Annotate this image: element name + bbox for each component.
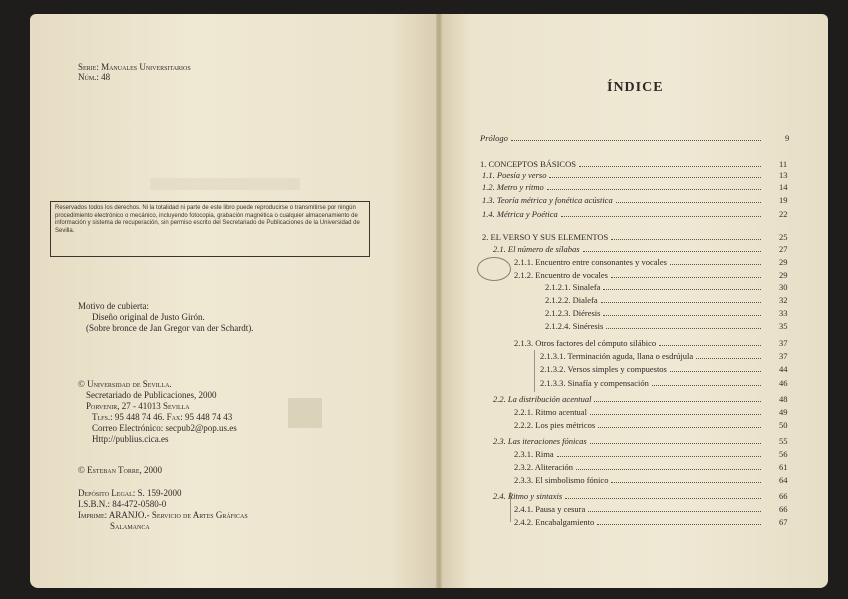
- pencil-margin-line: [534, 350, 535, 392]
- bleed-through-block: [150, 178, 300, 190]
- toc-page: 56: [779, 449, 788, 459]
- toc-page: 11: [779, 159, 788, 169]
- toc-entry: 2.1.2.3. Diéresis: [545, 308, 764, 318]
- toc-entry: 2.3.2. Aliteración: [514, 462, 764, 472]
- toc-page: 55: [779, 436, 788, 446]
- copyright-author: © Esteban Torre, 2000: [78, 465, 163, 475]
- toc-page: 49: [779, 407, 788, 417]
- toc-entry: 2.2. La distribución acentual: [493, 394, 764, 404]
- toc-entry: 2.1.1. Encuentro entre consonantes y vocales: [514, 257, 764, 267]
- publisher-address: Porvenir, 27 - 41013 Sevilla: [86, 401, 190, 411]
- legal-deposit: Depósito Legal: S. 159-2000: [78, 488, 182, 498]
- book-gutter: [436, 14, 442, 588]
- toc-entry: 2.4.1. Pausa y cesura: [514, 504, 764, 514]
- toc-page: 32: [779, 295, 788, 305]
- cover-heading: Motivo de cubierta:: [78, 301, 149, 311]
- toc-entry-chapter-2: 2. EL VERSO Y SUS ELEMENTOS: [482, 232, 764, 242]
- toc-entry: 2.1. El número de sílabas: [493, 244, 764, 254]
- toc-entry: 2.1.3.2. Versos simples y compuestos: [540, 364, 764, 374]
- series-number: Núm.: 48: [78, 72, 111, 82]
- toc-entry: 2.1.3. Otros factores del cómputo silábico: [514, 338, 764, 348]
- toc-page: 64: [779, 475, 788, 485]
- toc-entry: 1.3. Teoría métrica y fonética acústica: [482, 195, 764, 205]
- toc-page: 35: [779, 321, 788, 331]
- toc-entry: 2.4. Ritmo y sintaxis: [493, 491, 764, 501]
- toc-page: 14: [779, 182, 788, 192]
- toc-page: 19: [779, 195, 788, 205]
- copyright-university: © Universidad de Sevilla.: [78, 379, 172, 389]
- toc-page: 50: [779, 420, 788, 430]
- toc-page: 61: [779, 462, 788, 472]
- toc-page: 33: [779, 308, 788, 318]
- publisher-phone: Tlfs.: 95 448 74 46. Fax: 95 448 74 43: [92, 412, 233, 422]
- toc-page: 37: [779, 351, 788, 361]
- printer: Imprime: ARANJO.- Servicio de Artes Gráficas: [78, 510, 248, 520]
- toc-entry: 2.3.1. Rima: [514, 449, 764, 459]
- toc-page: 46: [779, 378, 788, 388]
- toc-entry: 1.2. Metro y ritmo: [482, 182, 764, 192]
- bleed-through-logo: [288, 398, 322, 428]
- series-line: Serie: Manuales Universitarios: [78, 62, 191, 72]
- rights-notice: Reservados todos los derechos. Ni la totalidad ni parte de este libro puede reproducirse o transmitirse por ningún procedimiento electrónico o mecánico, incluyendo fotocopia, grabación magnética o cualquier almacenamiento de información y sistema de recuperación, sin permiso escrito del Secretariado de Publicaciones de la Universidad de Sevilla.: [50, 201, 370, 257]
- toc-entry: 2.3.3. El simbolismo fónico: [514, 475, 764, 485]
- toc-entry: 1.4. Métrica y Poética: [482, 209, 764, 219]
- toc-entry: 2.3. Las iteraciones fónicas: [493, 436, 764, 446]
- cover-design: Diseño original de Justo Girón.: [92, 312, 205, 322]
- toc-page: 37: [779, 338, 788, 348]
- toc-page: 30: [779, 282, 788, 292]
- publisher-name: Secretariado de Publicaciones, 2000: [86, 390, 217, 400]
- toc-page: 48: [779, 394, 788, 404]
- toc-page: 25: [779, 232, 788, 242]
- toc-entry: 2.1.3.1. Terminación aguda, llana o esdrújula: [540, 351, 764, 361]
- toc-entry: 2.1.2. Encuentro de vocales: [514, 270, 764, 280]
- toc-entry: 2.1.2.4. Sinéresis: [545, 321, 764, 331]
- toc-page: 27: [779, 244, 788, 254]
- toc-page: 29: [779, 257, 788, 267]
- toc-page: 66: [779, 491, 788, 501]
- toc-entry: 2.2.1. Ritmo acentual: [514, 407, 764, 417]
- toc-page: 13: [779, 170, 788, 180]
- toc-entry-prologo: Prólogo: [480, 133, 764, 143]
- toc-entry: 2.1.2.2. Dialefa: [545, 295, 764, 305]
- toc-entry: 2.2.2. Los pies métricos: [514, 420, 764, 430]
- index-title: ÍNDICE: [607, 80, 664, 95]
- publisher-web: Http://publius.cica.es: [92, 434, 169, 444]
- cover-source: (Sobre bronce de Jan Gregor van der Schardt).: [86, 323, 254, 333]
- pencil-circle-mark: [477, 257, 511, 281]
- toc-entry: 2.1.3.3. Sinafía y compensación: [540, 378, 764, 388]
- toc-entry-chapter-1: 1. CONCEPTOS BÁSICOS: [480, 159, 764, 169]
- toc-page: 44: [779, 364, 788, 374]
- toc-page: 9: [785, 133, 790, 143]
- isbn: I.S.B.N.: 84-472-0580-0: [78, 499, 167, 509]
- toc-page: 29: [779, 270, 788, 280]
- toc-page: 67: [779, 517, 788, 527]
- toc-entry: 2.4.2. Encabalgamiento: [514, 517, 764, 527]
- toc-entry: 1.1. Poesía y verso: [482, 170, 764, 180]
- toc-page: 22: [779, 209, 788, 219]
- printer-city: Salamanca: [110, 521, 150, 531]
- toc-page: 66: [779, 504, 788, 514]
- publisher-email: Correo Electrónico: secpub2@pop.us.es: [92, 423, 237, 433]
- toc-entry: 2.1.2.1. Sinalefa: [545, 282, 764, 292]
